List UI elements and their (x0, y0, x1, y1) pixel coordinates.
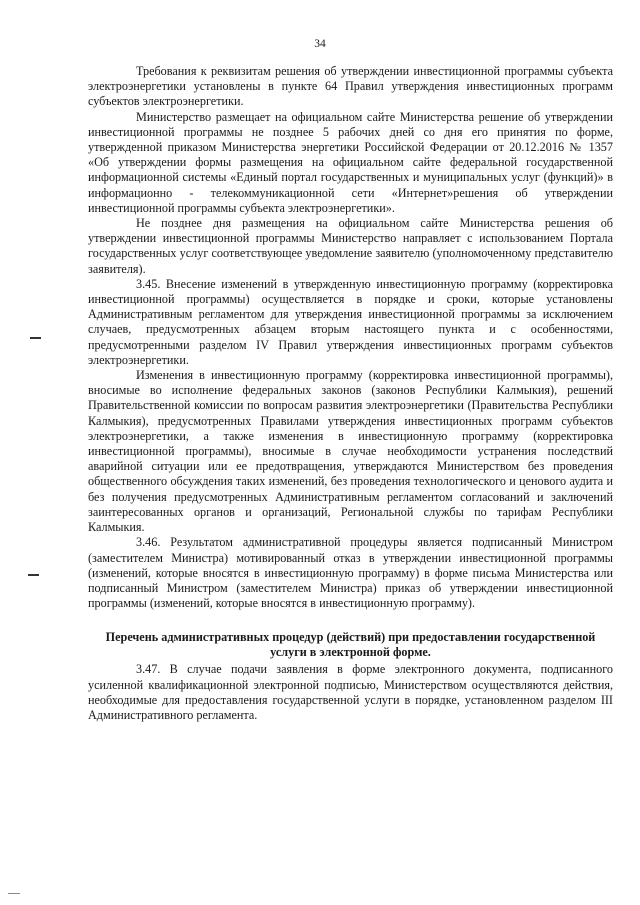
page-number: 34 (314, 38, 326, 50)
section-heading: Перечень административных процедур (действий) при предоставлении государственной услуги в электронной форме. (105, 630, 596, 660)
scan-artifact (8, 893, 20, 894)
paragraph: Изменения в инвестиционную программу (корректировка инвестиционной программы), вносимые во исполнение федеральных законов (законов Республики Калмыкия), решений Правительственной комиссии по вопросам развития электроэнергетики (Правительства Республики Калмыкия), предусмотренных Правилами утверждения инвестиционных программ субъектов электроэнергетики, а также изменения в инвестиционную программу (корректировка инвестиционной программы), вносимые в случае необходимости устранения последствий аварийной ситуации или ее предотвращения, утверждаются Министерством без проведения общественного обсуждения таких изменений, без проведения технологического и ценового аудита и без получения предусмотренных Административным регламентом согласований и заключений заинтересованных органов и организаций, Региональной службы по тарифам Республики Калмыкия. (88, 368, 613, 535)
margin-mark (30, 337, 41, 339)
paragraph: 3.45. Внесение изменений в утвержденную инвестиционную программу (корректировка инвестиционной программы) осуществляется в порядке и сроки, которые установлены Административным регламентом для утверждения инвестиционной программы за исключением случаев, предусмотренных абзацем вторым настоящего пункта и с особенностями, предусмотренными разделом IV Правил утверждения инвестиционных программ субъектов электроэнергетики. (88, 276, 613, 367)
paragraph: Министерство размещает на официальном сайте Министерства решение об утверждении инвестиционной программы не позднее 5 рабочих дней со дня его принятия по форме, утвержденной приказом Министерства энергетики Российской Федерации от 20.12.2016 № 1357 «Об утверждении формы размещения на официальном сайте федеральной государственной информационной системы «Единый портал государственных и муниципальных услуг (функций)» в информационно - телекоммуникационной сети «Интернет»решения об утверждении инвестиционной программы субъекта электроэнергетики». (88, 109, 613, 215)
paragraph: 3.46. Результатом административной процедуры является подписанный Министром (заместителем Министра) мотивированный отказ в утверждении инвестиционной программы (изменений, которые вносятся в инвестиционную программу) в форме письма Министерства или подписанный Министром (заместителем Министра) приказ об утверждении инвестиционной программы (изменений, которые вносятся в инвестиционную программу). (88, 535, 613, 611)
paragraph: Не позднее дня размещения на официальном сайте Министерства решения об утверждении инвестиционной программы Министерство направляет с использованием Портала государственных услуг соответствующее уведомление заявителю (уполномоченному представителю заявителя). (88, 216, 613, 276)
margin-mark (28, 574, 39, 576)
document-body (88, 64, 613, 723)
paragraph: 3.47. В случае подачи заявления в форме электронного документа, подписанного усиленной квалификационной электронной подписью, Министерством осуществляются действия, необходимые для предоставления государственной услуги в порядке, установленном разделом III Административного регламента. (88, 662, 613, 722)
paragraph: Требования к реквизитам решения об утверждении инвестиционной программы субъекта электроэнергетики установлены в пункте 64 Правил утверждения инвестиционных программ субъектов электроэнергетики. (88, 64, 613, 109)
